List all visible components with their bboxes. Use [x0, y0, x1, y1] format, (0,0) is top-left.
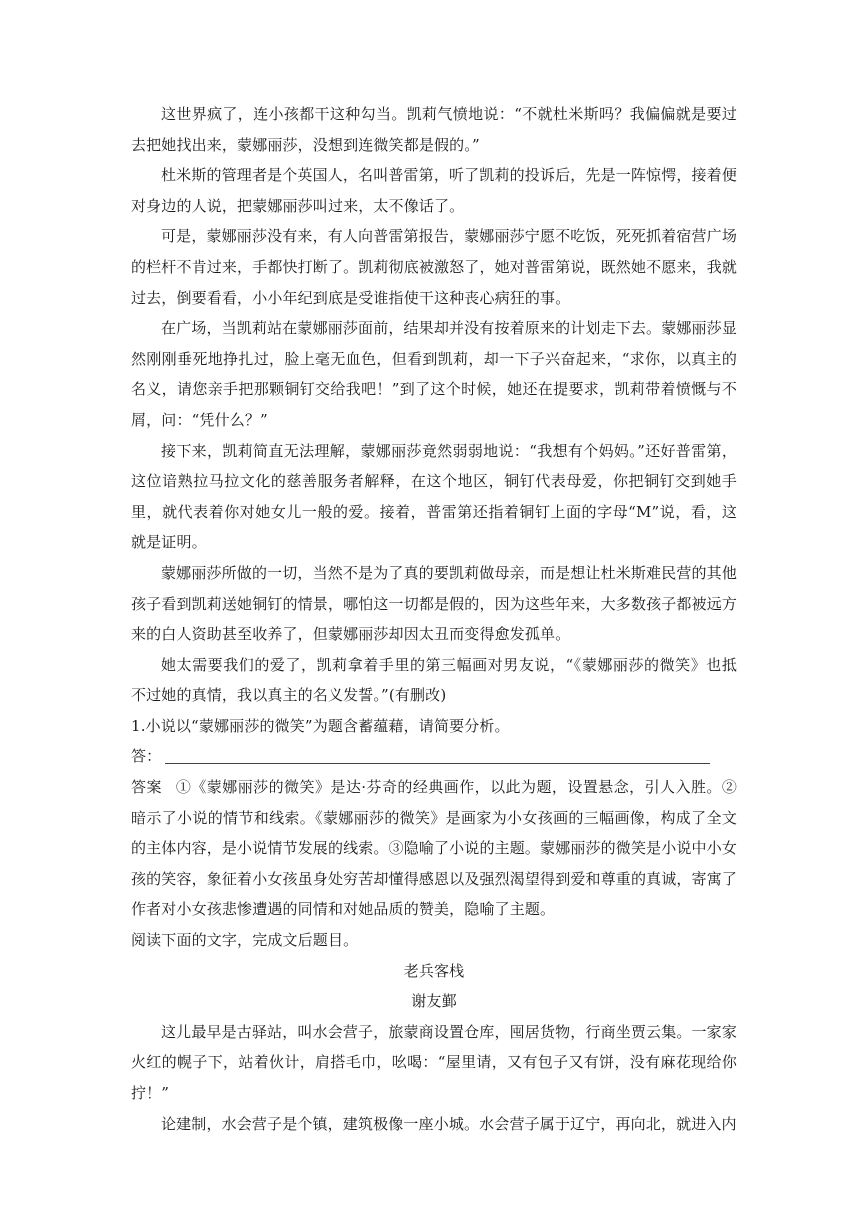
- story-paragraph: 这世界疯了，连小孩都干这种勾当。凯莉气愤地说：“不就杜米斯吗？我偏偏就是要过去把她找出来，蒙娜丽莎，没想到连微笑都是假的。”: [131, 105, 737, 154]
- story-paragraph: 论建制，水会营子是个镇，建筑极像一座小城。水会营子属于辽宁，再向北，就进入内: [161, 1114, 737, 1133]
- story-paragraph: 在广场，当凯莉站在蒙娜丽莎面前，结果却并没有按着原来的计划走下去。蒙娜丽莎显然刚刚垂死地挣扎过，脸上毫无血色，但看到凯莉，却一下子兴奋起来，“求你，以真主的名义，请您亲手把那颗铜钉交给我吧！”到了这个时候，她还在提要求，凯莉带着愤慨与不屑，问：“凭什么？”: [131, 319, 737, 429]
- answer-text: ①《蒙娜丽莎的微笑》是达·芬奇的经典画作，以此为题，设置悬念，引人入胜。②暗示了小说的情节和线索。《蒙娜丽莎的微笑》是画家为小女孩画的三幅画像，构成了全文的主体内容，是小说情节发展的线索。③隐喻了小说的主题。蒙娜丽莎的微笑是小说中小女孩的笑容，象征着小女孩虽身处穷苦却懂得感恩以及强烈渴望得到爱和尊重的真诚，寄寓了作者对小女孩悲惨遭遇的同情和对她品质的赞美，隐喻了主题。: [131, 778, 738, 919]
- document-body: [131, 99, 737, 1139]
- story-paragraph: 她太需要我们的爱了，凯莉拿着手里的第三幅画对男友说，“《蒙娜丽莎的微笑》也抵不过她的真情，我以真主的名义发誓。”(有删改): [131, 655, 737, 705]
- answer-block: [131, 772, 737, 925]
- story-paragraph: 杜米斯的管理者是个英国人，名叫普雷第，听了凯莉的投诉后，先是一阵惊愕，接着便对身边的人说，把蒙娜丽莎叫过来，太不像话了。: [131, 166, 737, 215]
- story-author: 谢友鄞: [411, 992, 457, 1011]
- answer-label: 答案: [131, 778, 162, 797]
- answer-blank-line: [131, 741, 737, 772]
- story-title: 老兵客栈: [403, 961, 465, 980]
- reading-instruction: 阅读下面的文字，完成文后题目。: [131, 931, 359, 950]
- story-paragraph: 这儿最早是古驿站，叫水会营子，旅蒙商设置仓库，囤居货物，行商坐贾云集。一家家火红的幌子下，站着伙计，肩搭毛巾，吆喝：“屋里请，又有包子又有饼，没有麻花现给你拧！”: [131, 1022, 737, 1102]
- story-paragraph: 蒙娜丽莎所做的一切，当然不是为了真的要凯莉做母亲，而是想让杜米斯难民营的其他孩子看到凯莉送她铜钉的情景，哪怕这一切都是假的，因为这些年来，大多数孩子都被远方来的白人资助甚至收养了，但蒙娜丽莎却因太丑而变得愈发孤单。: [131, 563, 738, 644]
- question-text: 1.小说以“蒙娜丽莎的微笑”为题含蓄蕴藉，请简要分析。: [131, 716, 510, 735]
- answer-prompt: 答：: [131, 747, 162, 766]
- story-paragraph: 可是，蒙娜丽莎没有来，有人向普雷第报告，蒙娜丽莎宁愿不吃饭，死死抓着宿营广场的栏杆不肯过来，手都快打断了。凯莉彻底被激怒了，她对普雷第说，既然她不愿来，我就过去，倒要看看，小小年纪到底是受谁指使干这种丧心病狂的事。: [131, 227, 738, 307]
- story-paragraph: 接下来，凯莉简直无法理解，蒙娜丽莎竟然弱弱地说：“我想有个妈妈。”还好普雷第，这位谙熟拉马拉文化的慈善服务者解释，在这个地区，铜钉代表母爱，你把铜钉交到她手里，就代表着你对她女儿一般的爱。接着，普雷第还指着铜钉上面的字母“M”说，看，这就是证明。: [131, 441, 737, 552]
- answer-underline: [165, 763, 710, 764]
